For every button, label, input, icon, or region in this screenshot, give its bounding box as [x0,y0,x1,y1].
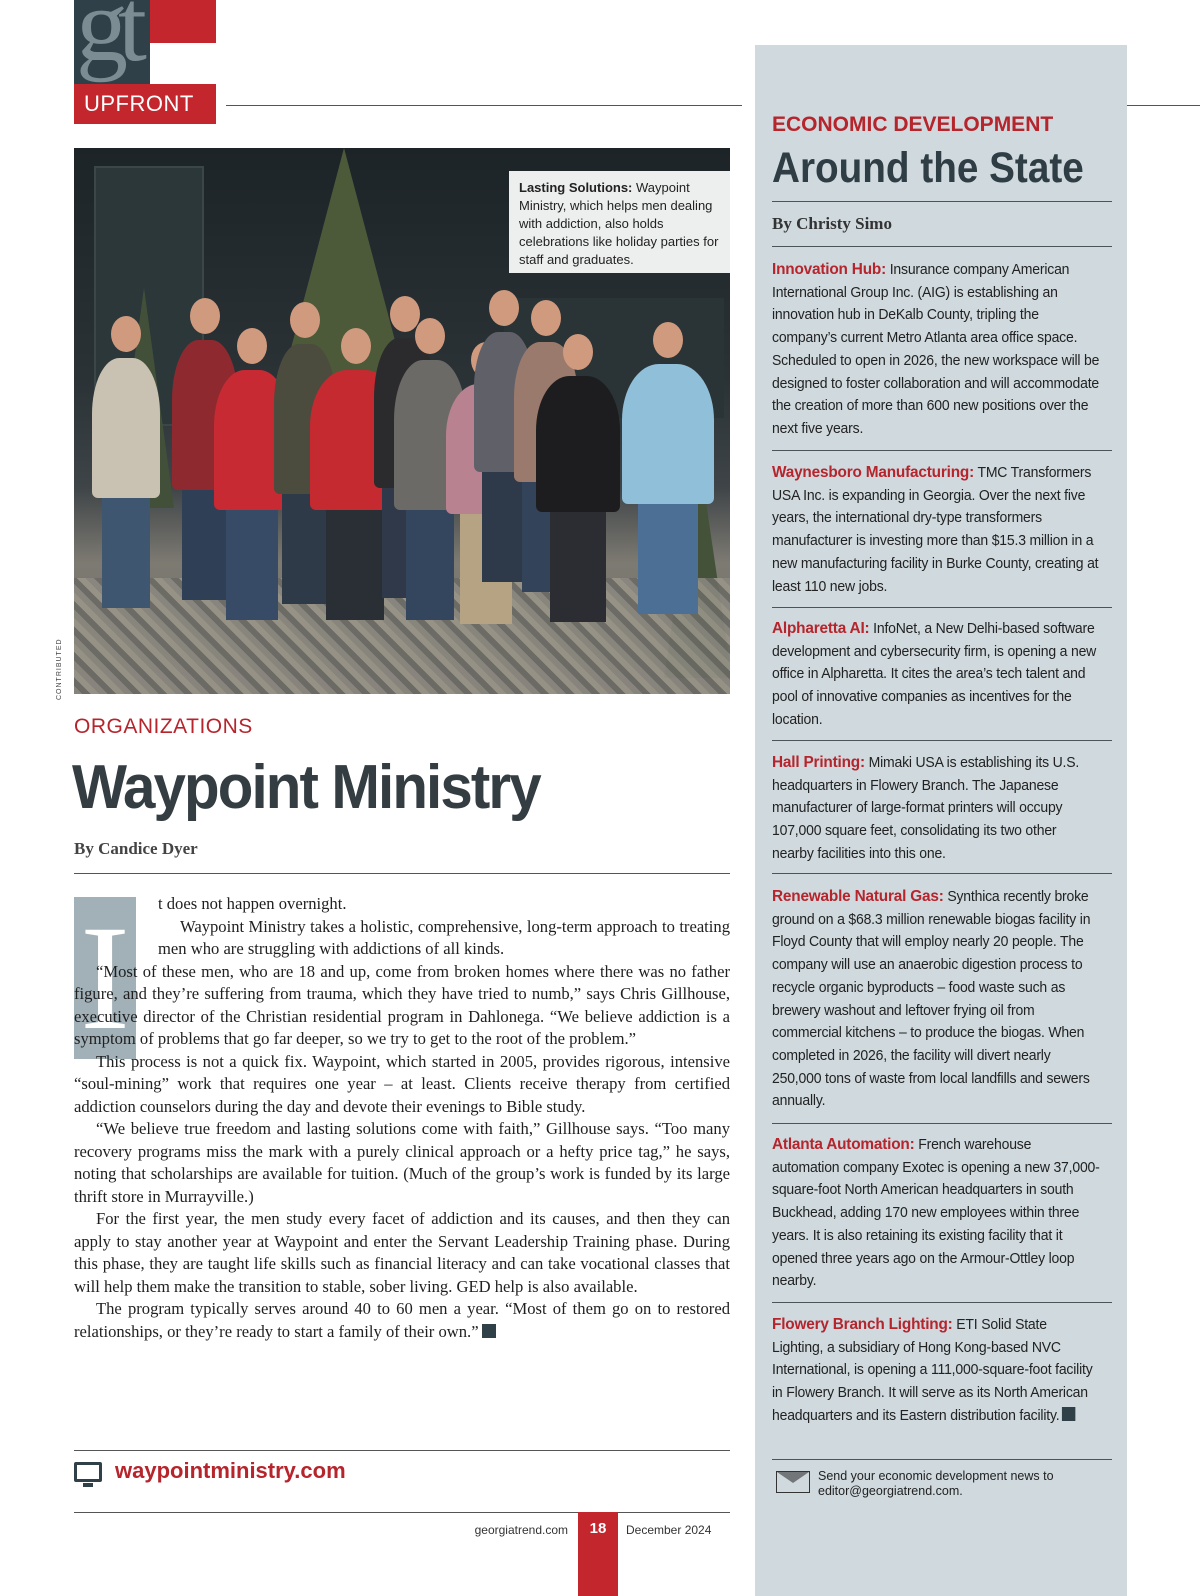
divider [772,1123,1112,1124]
news-item-lead: Atlanta Automation: [772,1136,915,1153]
article-kicker: ORGANIZATIONS [74,715,253,738]
paragraph-text: The program typically serves around 40 to 60 men a year. “Most of them go on to restored relationships, or they’re ready to start a family of their own.” [74,1299,730,1341]
sidebar-kicker: ECONOMIC DEVELOPMENT [772,113,1054,136]
article-byline: By Candice Dyer [74,839,198,858]
contact-note: Send your economic development news to editor@georgiatrend.com. [818,1469,1054,1498]
drop-cap: I [74,897,136,1059]
footer-site: georgiatrend.com [474,1523,568,1537]
caption-text: Waypoint Ministry, which helps men dealing with addiction, also holds celebrations like holiday parties for staff and graduates. [519,180,719,267]
caption-lead: Lasting Solutions: [519,180,633,195]
divider [226,105,742,106]
divider [772,1302,1112,1303]
news-item-lead: Innovation Hub: [772,261,887,278]
end-mark-icon [1062,1407,1075,1421]
sidebar-title: Around the State [772,144,1084,192]
divider [772,201,1112,202]
news-item [772,1134,1100,1293]
logo-accent [150,0,216,43]
news-item-text: Synthica recently broke ground on a $68.3 million renewable biogas facility in Floyd County that will employ nearly 20 people. The company will use an anaerobic digestion process to recycle organic byproducts – food waste such as brewery washout and leftover frying oil from commercial kitchens – to produce the biogas. When completed in 2026, the facility will divert nearly 250,000 tons of waste from local landfills and sewers annually. [772,889,1091,1110]
news-item-lead: Renewable Natural Gas: [772,888,944,905]
news-item [772,752,1100,866]
news-item-text: French warehouse automation company Exotec is opening a new 37,000-square-foot North American headquarters in south Buckhead, adding 170 new employees within three years. It is also retaining its existing facility that it opened three years ago on the Armour-Ottley loop nearby. [772,1137,1100,1290]
divider [772,607,1112,608]
news-item-text: TMC Transformers USA Inc. is expanding in Georgia. Over the next five years, the international dry-type transformers manufacturer is investing more than $15.3 million in a new manufacturing facility in Burke County, creating at least 110 new jobs. [772,465,1099,595]
divider [74,873,730,874]
news-item [772,259,1100,441]
news-item [772,886,1100,1113]
divider [74,1450,730,1451]
divider [772,740,1112,741]
divider [74,1512,730,1513]
news-item [772,618,1100,732]
envelope-icon [776,1471,810,1493]
paragraph: “We believe true freedom and lasting solutions come with faith,” Gillhouse says. “Too many recovery programs miss the mark with a purely clinical approach or a hefty price tag,” he says, noting that scholarships are available for tuition. (Much of the group’s work is funded by its large thrift store in Murrayville.) [74,1119,730,1206]
paragraph: “Most of these men, who are 18 and up, come from broken homes where there was no father figure, and they’re suffering from trauma, which they have tried to numb,” says Chris Gillhouse, executive director of the Christian residential program in Dahlonega. “We believe addiction is a symptom of problems that go far deeper, so we try to get to the root of the problem.” [74,961,730,1048]
paragraph: Waypoint Ministry takes a holistic, comprehensive, long-term approach to treating men who are struggling with addictions of all kinds. [158,916,730,958]
footer-date: December 2024 [626,1523,712,1537]
news-item-lead: Hall Printing: [772,754,865,771]
news-item-text: InfoNet, a New Delhi-based software development and cybersecurity firm, is opening a new office in Alpharetta. It cites the area’s tech talent and pool of innovative companies as incentives for the location. [772,621,1097,728]
page-number: 18 [578,1512,618,1596]
news-item-lead: Flowery Branch Lighting: [772,1316,953,1333]
logo-text: gt [76,0,137,83]
sidebar-byline: By Christy Simo [772,214,892,233]
divider [772,1459,1112,1460]
article-headline: Waypoint Ministry [72,753,540,822]
photo-credit: CONTRIBUTED [56,638,63,700]
news-item [772,1314,1100,1428]
paragraph: This process is not a quick fix. Waypoint, which started in 2005, provides rigorous, intensive “soul-mining” work that requires one year – at least. Clients receive therapy from certified addiction counselors during the day and devote their evenings to Bible study. [74,1051,730,1116]
article-body [74,893,730,1343]
section-label: UPFRONT [74,84,216,124]
divider [772,873,1112,874]
website-link[interactable]: waypointministry.com [115,1458,346,1483]
news-item [772,462,1100,598]
news-item-lead: Waynesboro Manufacturing: [772,464,975,481]
logo [74,0,150,84]
monitor-icon [74,1462,102,1482]
paragraph [74,1298,730,1343]
paragraph: t does not happen overnight. [158,894,347,913]
news-item-lead: Alpharetta AI: [772,620,870,637]
news-item-text: Mimaki USA is establishing its U.S. headquarters in Flowery Branch. The Japanese manufacturer of large-format printers will occupy 107,000 square feet, consolidating its two other nearby facilities into this one. [772,755,1080,862]
news-item-text: ETI Solid State Lighting, a subsidiary of Hong Kong-based NVC International, is opening a 111,000-square-foot facility in Flowery Branch. It will serve as its North American headquarters and its Eastern distribution facility. [772,1317,1093,1424]
news-item-text: Insurance company American International Group Inc. (AIG) is establishing an innovation hub in DeKalb County, tripling the company’s current Metro Atlanta area office space. Scheduled to open in 2026, the new workspace will be designed to foster collaboration and will accommodate the creation of more than 600 new positions over the next five years. [772,262,1100,437]
photo-caption [509,171,731,273]
end-mark-icon [482,1324,496,1338]
divider [772,246,1112,247]
divider [772,450,1112,451]
paragraph: For the first year, the men study every facet of addiction and its causes, and then they can apply to stay another year at Waypoint and enter the Servant Leadership Training phase. During this phase, they are taught life skills such as financial literacy and can take vocational classes that will help them make the transition to stable, sober living. GED help is also available. [74,1209,730,1296]
